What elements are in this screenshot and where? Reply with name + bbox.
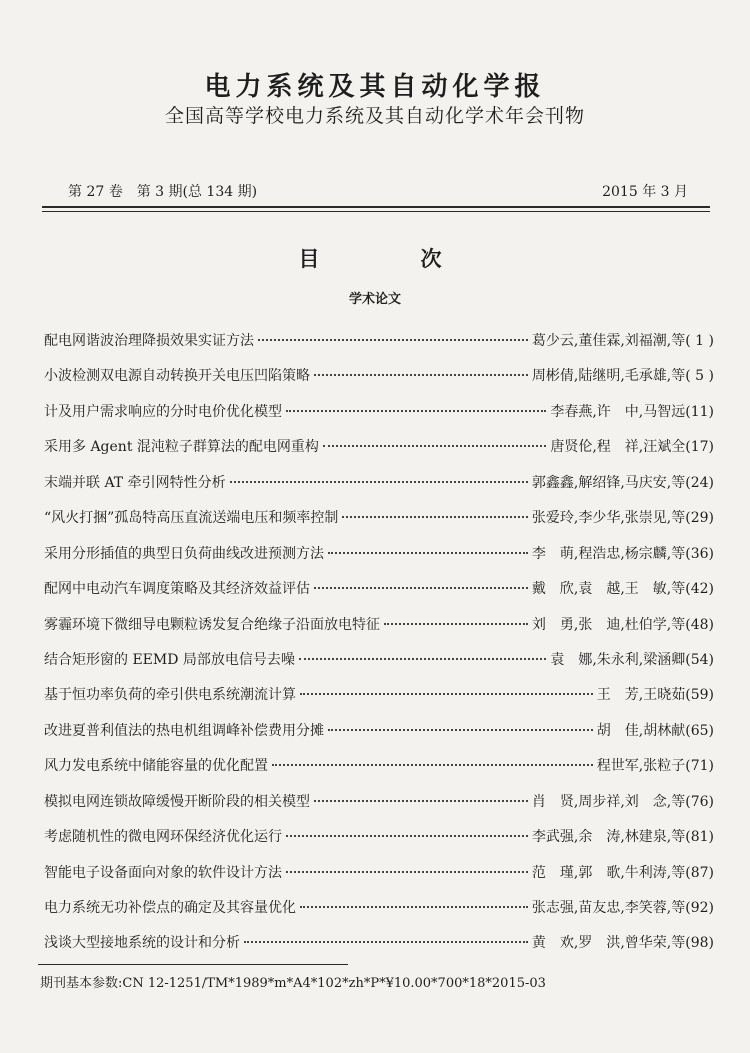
toc-entry-page: (87) [685, 864, 714, 881]
toc-entry-authors: 黄 欢,罗 洪,曾华荣,等 [531, 935, 686, 952]
toc-entry-title: 基于恒功率负荷的牵引供电系统潮流计算 [44, 687, 296, 704]
toc-entry-authors: 程世军,张粒子 [596, 758, 686, 775]
toc-entry-authors: 袁 娜,朱永利,梁涵卿 [550, 651, 686, 668]
header-rule-thin [42, 211, 710, 212]
toc-entry-title: “风火打捆”孤岛特高压直流送端电压和频率控制 [44, 510, 339, 527]
toc-dot-leader [328, 728, 593, 731]
toc-dot-leader [244, 940, 528, 943]
toc-entry[interactable] [44, 720, 714, 747]
header-rule-thick [42, 206, 710, 208]
toc-dot-leader [342, 515, 528, 518]
toc-entry[interactable] [44, 684, 714, 711]
toc-entry-authors: 刘 勇,张 迪,杜伯学,等 [531, 616, 686, 633]
toc-entry-page: (98) [685, 935, 714, 952]
journal-params: 期刊基本参数:CN 12-1251/TM*1989*m*A4*102*zh*P*¥10.00*700*18*2015-03 [40, 976, 546, 991]
footer-rule [38, 964, 348, 965]
toc-entry-authors: 肖 贤,周步祥,刘 念,等 [531, 793, 686, 810]
toc-dot-leader [323, 444, 546, 447]
toc-entry-title: 结合矩形窗的 EEMD 局部放电信号去噪 [44, 651, 295, 668]
toc-entry-title: 考虑随机性的微电网环保经济优化运行 [44, 829, 282, 846]
toc-entry[interactable] [44, 472, 714, 499]
toc-entry[interactable] [44, 755, 714, 782]
toc-entry[interactable] [44, 436, 714, 463]
toc-entry-page: (48) [685, 616, 714, 633]
toc-entry-page: (54) [685, 651, 714, 668]
toc-dot-leader [286, 834, 528, 837]
toc-entry-page: ( 1 ) [685, 333, 714, 349]
toc-entry[interactable] [44, 614, 714, 641]
toc-entry-authors: 郭鑫鑫,解绍锋,马庆安,等 [531, 474, 686, 491]
toc-dot-leader [314, 586, 528, 589]
toc-title: 目 次 [298, 246, 482, 271]
toc-entry-authors: 胡 佳,胡林献 [596, 722, 686, 739]
toc-entry-title: 改进夏普利值法的热电机组调峰补偿费用分摊 [44, 722, 324, 739]
toc-entry-page: ( 5 ) [685, 368, 714, 385]
toc-entry-title: 配电网谐波治理降损效果实证方法 [44, 333, 254, 349]
issue-info: 第 27 卷 第 3 期(总 134 期) [68, 184, 258, 200]
toc-entry-authors: 葛少云,董佳霖,刘福潮,等 [531, 333, 686, 349]
toc-entry-page: (29) [685, 510, 714, 527]
toc-dot-leader [300, 905, 528, 908]
toc-entry[interactable] [44, 791, 714, 818]
toc-entry-page: (42) [685, 581, 714, 598]
section-title: 学术论文 [348, 292, 401, 307]
toc-dot-leader [230, 480, 528, 483]
toc-entry[interactable] [44, 826, 714, 853]
toc-entry-page: (92) [685, 900, 714, 916]
toc-entry[interactable] [44, 578, 714, 605]
toc-list [44, 330, 714, 968]
toc-entry[interactable] [44, 897, 714, 924]
toc-entry[interactable] [44, 932, 714, 959]
toc-entry-title: 采用分形插值的典型日负荷曲线改进预测方法 [44, 545, 324, 562]
toc-entry-title: 模拟电网连锁故障缓慢开断阶段的相关模型 [44, 793, 310, 810]
toc-entry-page: (17) [685, 439, 714, 456]
toc-entry-title: 雾霾环境下微细导电颗粒诱发复合绝缘子沿面放电特征 [44, 616, 380, 633]
toc-entry-authors: 李 萌,程浩忠,杨宗麟,等 [531, 545, 686, 562]
toc-entry-title: 计及用户需求响应的分时电价优化模型 [44, 403, 282, 420]
issue-line [68, 181, 688, 201]
toc-entry[interactable] [44, 401, 714, 428]
toc-dot-leader [299, 657, 546, 660]
toc-entry-authors: 戴 欣,袁 越,王 敏,等 [531, 581, 686, 598]
toc-entry[interactable] [44, 649, 714, 676]
toc-entry-title: 采用多 Agent 混沌粒子群算法的配电网重构 [44, 439, 319, 456]
toc-dot-leader [286, 409, 546, 412]
toc-dot-leader [328, 551, 528, 554]
toc-entry-title: 智能电子设备面向对象的软件设计方法 [44, 864, 282, 881]
toc-entry[interactable] [44, 365, 714, 392]
toc-entry-page: (71) [685, 758, 714, 775]
toc-entry-authors: 唐贤伦,程 祥,汪斌全 [550, 439, 686, 456]
toc-entry-page: (59) [685, 687, 714, 704]
toc-entry-title: 小波检测双电源自动转换开关电压凹陷策略 [44, 368, 310, 385]
toc-entry[interactable] [44, 543, 714, 570]
toc-entry-page: (11) [685, 403, 714, 420]
toc-entry-authors: 王 芳,王晓茹 [596, 687, 686, 704]
toc-dot-leader [384, 622, 528, 625]
toc-entry-authors: 张志强,苗友忠,李笑蓉,等 [531, 900, 686, 916]
toc-dot-leader [258, 338, 528, 341]
toc-dot-leader [286, 870, 528, 873]
toc-entry-authors: 张爱玲,李少华,张崇见,等 [531, 510, 686, 527]
toc-entry-authors: 周彬倩,陆继明,毛承雄,等 [531, 368, 686, 385]
toc-entry-page: (65) [685, 722, 714, 739]
toc-entry-title: 浅谈大型接地系统的设计和分析 [44, 935, 240, 952]
toc-entry-authors: 李春燕,许 中,马智远 [550, 403, 686, 420]
toc-entry-page: (81) [685, 829, 714, 846]
toc-entry-title: 配网中电动汽车调度策略及其经济效益评估 [44, 581, 310, 598]
toc-entry-page: (76) [685, 793, 714, 810]
toc-entry[interactable] [44, 507, 714, 534]
journal-subtitle: 全国高等学校电力系统及其自动化学术年会刊物 [164, 105, 585, 127]
toc-entry-page: (24) [685, 474, 714, 491]
toc-entry-page: (36) [685, 545, 714, 562]
issue-date: 2015 年 3 月 [602, 184, 688, 200]
toc-entry-title: 末端并联 AT 牵引网特性分析 [44, 474, 226, 491]
toc-entry[interactable] [44, 862, 714, 889]
toc-entry-authors: 范 瑾,郭 歌,牛利涛,等 [531, 864, 686, 881]
toc-entry[interactable] [44, 330, 714, 357]
toc-dot-leader [272, 763, 593, 766]
journal-title: 电力系统及其自动化学报 [204, 72, 546, 102]
toc-dot-leader [314, 799, 528, 802]
toc-entry-authors: 李武强,余 涛,林建泉,等 [531, 829, 686, 846]
toc-entry-title: 风力发电系统中储能容量的优化配置 [44, 758, 268, 775]
toc-dot-leader [300, 692, 593, 695]
toc-dot-leader [314, 373, 528, 376]
toc-entry-title: 电力系统无功补偿点的确定及其容量优化 [44, 900, 296, 916]
